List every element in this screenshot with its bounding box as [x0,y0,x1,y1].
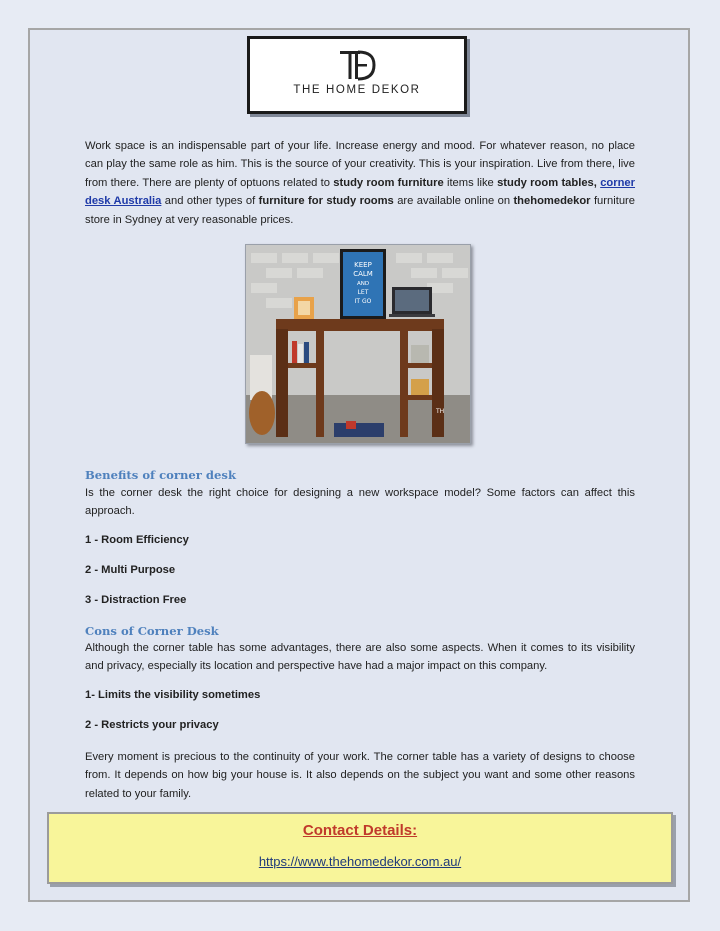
benefits-paragraph: Is the corner desk the right choice for designing a new workspace model? Some factors can affect this approach. [85,487,635,518]
website-link[interactable]: https://www.thehomedekor.com.au/ [258,854,462,869]
benefit-item: 2 - Multi Purpose [85,564,176,576]
cons-paragraph: Although the corner table has some advantages, there are also some aspects. When it comes to its visibility and privacy, especially its location and perspective have had a major impact on this company. [85,642,635,673]
contact-box [47,812,673,884]
cons-item: 2 - Restricts your privacy [85,719,219,731]
benefit-item: 3 - Distraction Free [85,594,187,606]
poster-line: AND [356,281,370,287]
poster-line: CALM [353,270,373,278]
corner-desk-link[interactable]: corner desk Australia [85,176,636,208]
poster-line: LET [357,289,369,296]
logo [247,36,467,114]
th-monogram-icon [338,47,378,83]
benefit-item: 1 - Room Efficiency [85,534,189,546]
brand-name: THE HOME DEKOR [293,84,421,96]
corner-desk-photo [245,244,471,444]
poster-line: KEEP [354,261,372,269]
benefits-heading: Benefits of corner desk [85,468,236,482]
poster-line: IT GO [354,298,372,305]
intro-paragraph: Work space is an indispensable part of your life. Increase energy and mood. For whatever reason, no place can play the same role as him. This is the source of your creativity. This is your inspiration. Live from there, live from there. There are plenty of optuons related to study room furniture items like study room tables, corner desk Australia and other types of furniture for study rooms are available online on thehomedekor furniture store in Sydney at very reasonable prices. [85,140,636,226]
closing-paragraph: Every moment is precious to the continuity of your work. The corner table has a variety of designs to choose from. It depends on how big your house is. It also depends on the subject you want and some other reasons related to your family. [85,751,635,800]
cons-item: 1- Limits the visibility sometimes [85,689,261,701]
photo-watermark: TH [436,408,445,415]
cons-heading: Cons of Corner Desk [85,624,219,638]
contact-title: Contact Details: [302,822,418,839]
